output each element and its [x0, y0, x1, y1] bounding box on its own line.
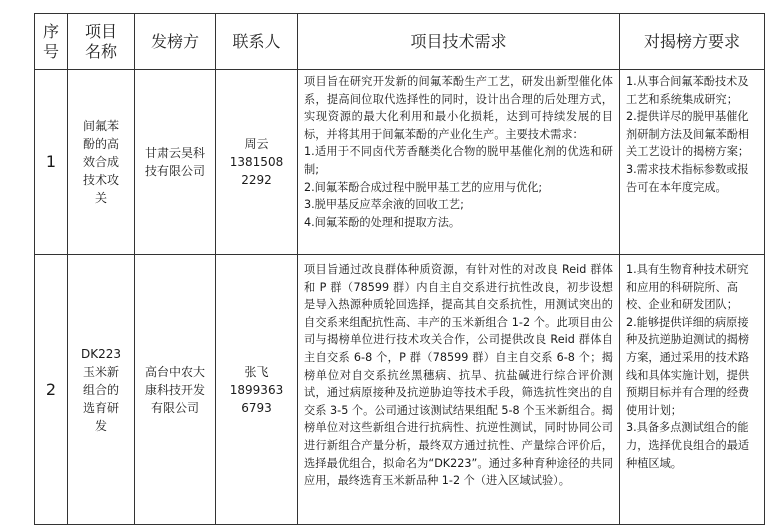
demands-cell: [620, 70, 765, 255]
header-no: 序号: [35, 14, 68, 70]
contact-phone: 18993636793: [229, 382, 284, 415]
header-row: [35, 14, 765, 70]
header-issuer: 发榜方: [135, 14, 216, 70]
demand-item: 2.提供详尽的脱甲基催化剂研制方法及间氟苯酚相关工艺设计的揭榜方案；: [626, 110, 750, 159]
header-project-name: 项目名称: [68, 14, 135, 70]
demand-item: 3.具备多点测试组合的能力，选择优良组合的最适种植区域。: [626, 421, 750, 470]
project-name: DK223玉米新组合的选育研发: [68, 255, 135, 525]
contact-name: 张飞: [244, 364, 269, 379]
demand-item: 1.从事合间氟苯酚技术及工艺和系统集成研究；: [626, 75, 749, 106]
contact-name: 周云: [244, 137, 269, 151]
issuer-name: 甘肃云昊科技有限公司: [135, 70, 216, 255]
requirement-item: 3.脱甲基反应萃余液的回收工艺;: [304, 198, 464, 212]
contact-phone: 13815082292: [229, 155, 284, 187]
header-demands: 对揭榜方要求: [620, 14, 765, 70]
demand-item: 3.需求技术指标参数或报告可在本年度完成。: [626, 162, 749, 194]
requirement-item: 2.间氟苯酚合成过程中脱甲基工艺的应用与优化;: [304, 180, 543, 194]
requirement-text: 项目旨在研究开发新的间氟苯酚生产工艺，研发出新型催化体系，提高间位取代选择性的同时，设计出合理的后处理方式，实现资源的最大化利用和最小化损耗，达到可持续发展的目标，并将其用于间氟苯酚的产业化生产。主要技术需求：: [304, 75, 613, 141]
requirements-cell: [298, 70, 620, 255]
demand-item: 2.能够提供详细的病原接种及抗逆胁迫测试的揭榜方案，通过采用的技术路线和具体实施计划，提供预期目标并有合理的经费使用计划；: [626, 315, 750, 417]
requirement-text: 项目旨通过改良群体种质资源，有针对性的对改良 Reid 群体和 P 群（78599 群）内自主自交系进行抗性改良，初步设想是导入热源种质轮回选择，提高其自交系抗性，用测试突出的自交系来组配抗性高、丰产的玉米新组合 1-2 个。此项目由公司与揭榜单位进行技术攻关合作，公司提供改良 Reid 群体自主自交系 6-8 个，P 群（78599 群）自主自交系 6-8 个；揭榜单位对自交系抗丝黑穗病、抗旱、抗盐碱进行综合评价测试，通过病原接种及抗逆胁迫等技术手段，筛选抗性突出的自交系 3-5 个。公司通过该测试结果组配 5-8 个玉米新组合。揭榜单位对这些新组合进行抗病性、抗逆性测试，同时协同公司进行新组合产量分析，最终双方通过抗性、产量综合评价后，选择最优组合，拟命名为“DK223”。通过多种育种途径的共同应用，最终选育玉米新品种 1-2 个（进入区域试验）。: [304, 263, 613, 488]
row-number: 2: [35, 255, 68, 525]
demands-cell: [620, 255, 765, 525]
issuer-name: 高台中农大康科技开发有限公司: [135, 255, 216, 525]
project-table: [34, 13, 765, 525]
requirements-cell: [298, 255, 620, 525]
header-requirements: 项目技术需求: [298, 14, 620, 70]
table-row: [35, 255, 765, 525]
demand-item: 1.具有生物育种技术研究和应用的科研院所、高校、企业和研发团队；: [626, 263, 749, 312]
row-number: 1: [35, 70, 68, 255]
requirement-item: 4.间氟苯酚的处理和提取方法。: [304, 215, 461, 229]
table-row: [35, 70, 765, 255]
project-name: 间氟苯酚的高效合成技术攻关: [68, 70, 135, 255]
header-contact: 联系人: [216, 14, 298, 70]
contact-cell: [216, 255, 298, 525]
requirement-item: 1.适用于不同卤代芳香醚类化合物的脱甲基催化剂的优选和研制;: [304, 145, 613, 176]
contact-cell: [216, 70, 298, 255]
